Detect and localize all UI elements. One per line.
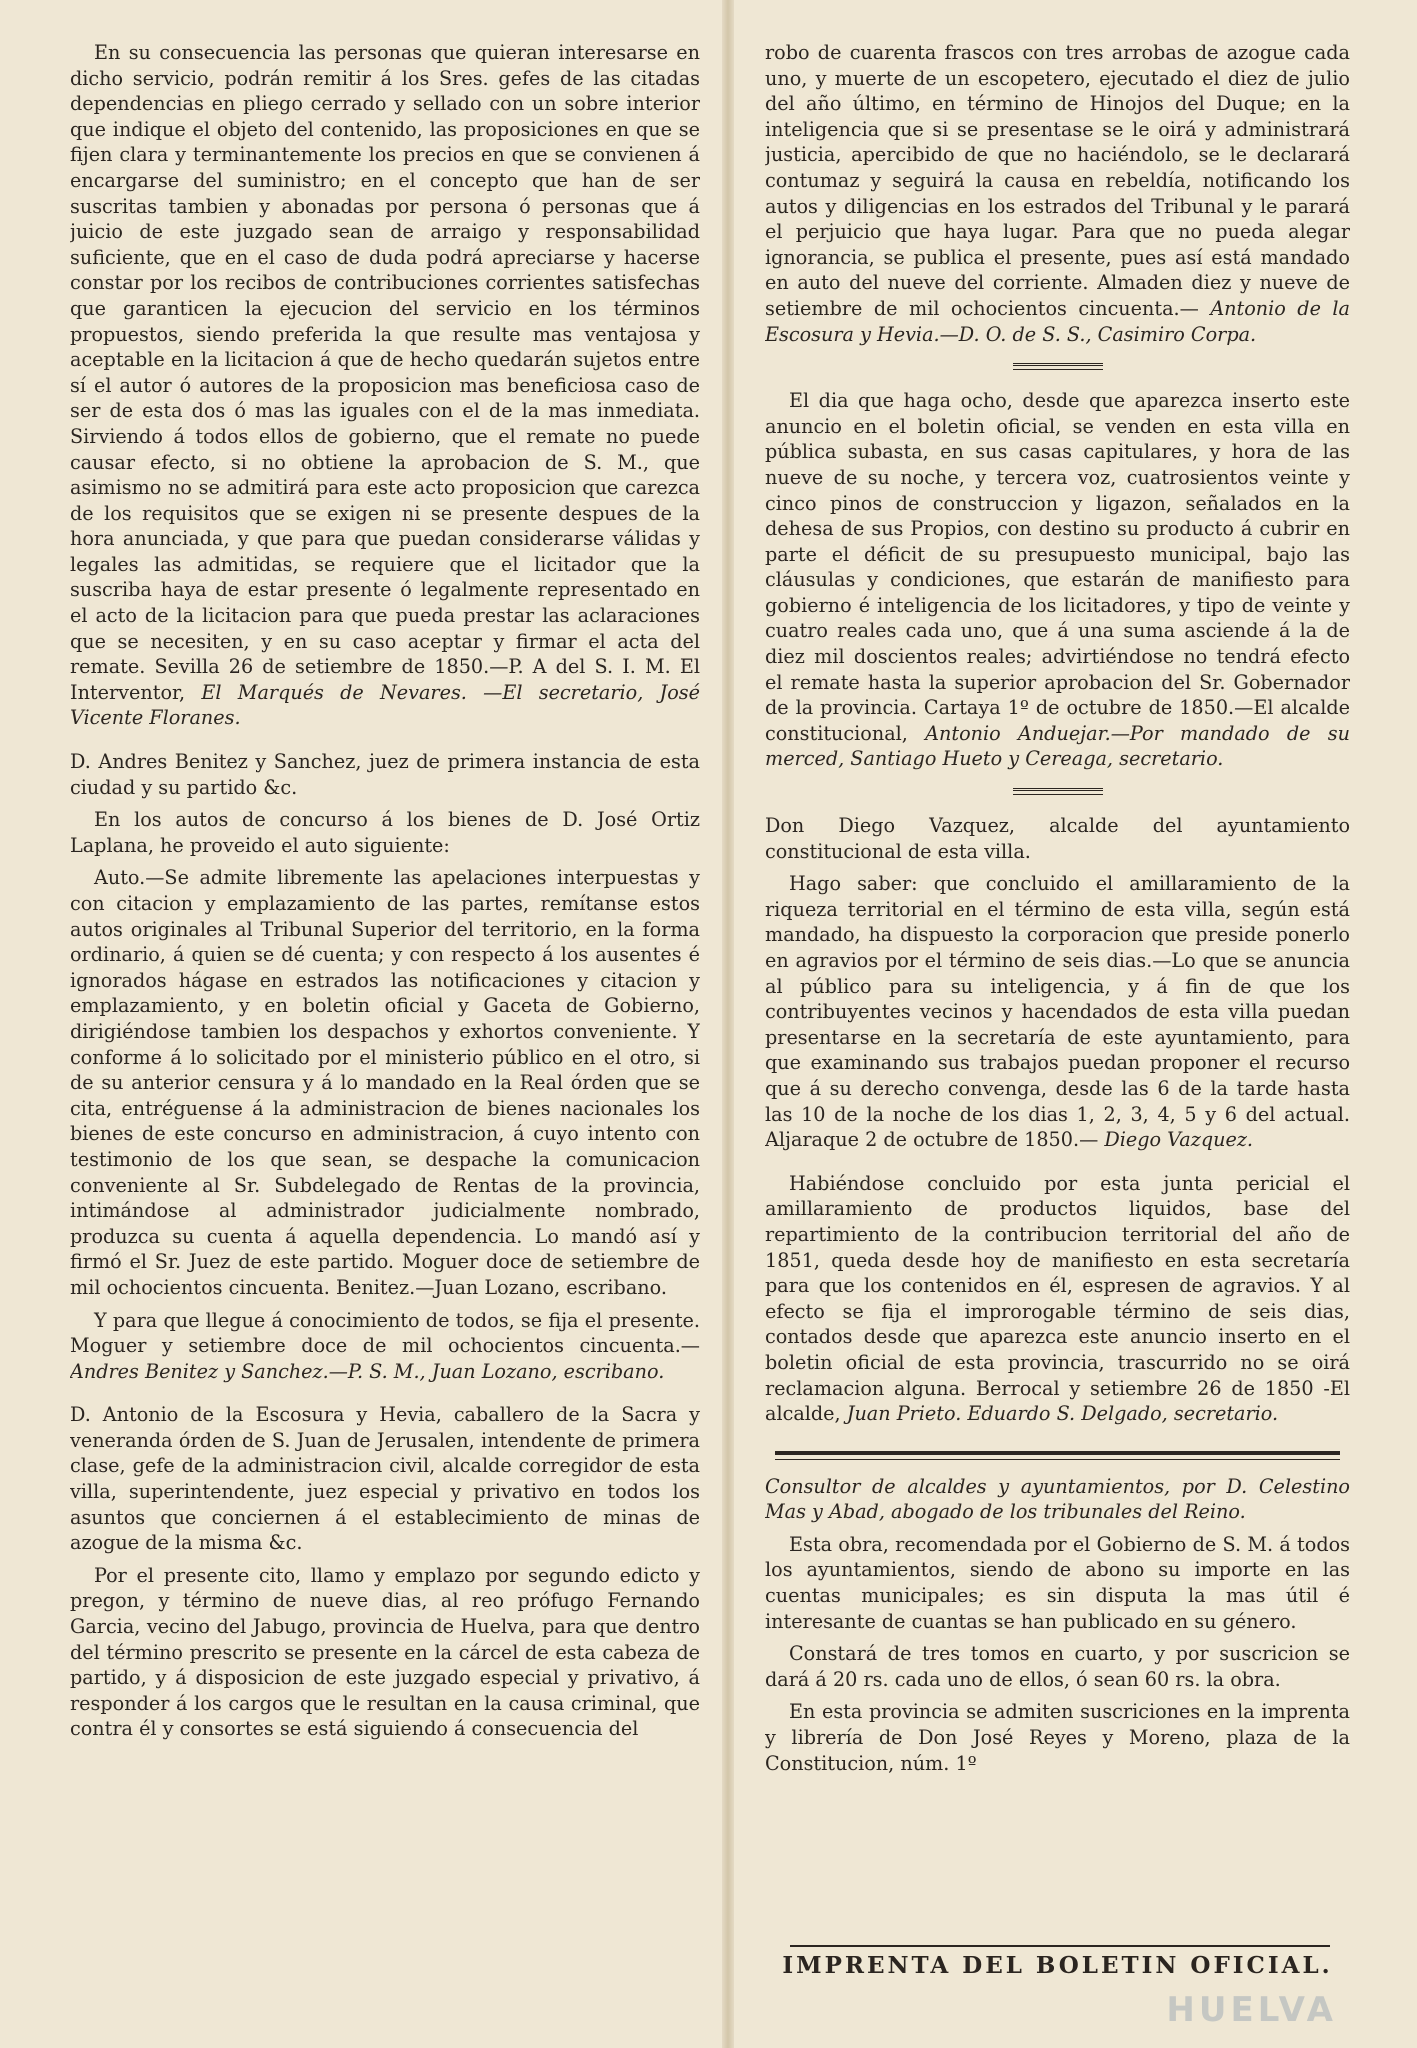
archive-stamp: HUELVA <box>1166 1990 1337 2030</box>
assessment-notice: Hago saber: que concluido el amillaramiento de la riqueza territorial en el término de esta villa, según está mandado, ha dispuesto la corporacion que preside ponerlo en agravios por el término de seis dias.—Lo que se anuncia al público para su inteligencia, y á fin de que los contribuyentes vecinos y hacendados de esta villa puedan presentarse en la secretaría de este ayuntamiento, para que examinando sus trabajos puedan proponer el recurso que á su derecho convenga, desde las 6 de la tarde hasta las 10 de la noche de los dias 1, 2, 3, 4, 5 y 6 del actual. Aljaraque 2 de octubre de 1850.— Diego Vazquez. <box>765 872 1350 1152</box>
mayor-heading: Don Diego Vazquez, alcalde del ayuntamiento constitucional de esta villa. <box>765 814 1350 863</box>
book-title: Consultor de alcaldes y ayuntamientos, por D. Celestino Mas y Abad, abogado de los tribunales del Reino. <box>765 1474 1350 1524</box>
printer-imprint: IMPRENTA DEL BOLETIN OFICIAL. <box>782 1952 1333 1979</box>
court-order: Auto.—Se admite libremente las apelaciones interpuestas y con citacion y emplazamiento de las partes, remítanse estos autos originales al Tribunal Superior del territorio, en la forma ordinario, á quien se dé cuenta; y con respecto á los ausentes é ignorados hágase en estrados las notificaciones y citacion y emplazamiento, y en boletin oficial y Gaceta de Gobierno, dirigiéndose tambien los despachos y exhortos conveniente. Y conforme á lo solicitado por el ministerio público en el otro, si de su anterior censura y á lo mandado en la Real órden que se cita, entréguense á la administracion de bienes nacionales los bienes de este concurso en administracion, á cuyo intento con testimonio de los que sean, se despache la comunicacion conveniente al Sr. Subdelegado de Rentas de la provincia, intimándose al administrador judicialmente nombrado, produzca su cuenta á aquella dependencia. Lo mandó así y firmó el Sr. Juez de este partido. Moguer doce de setiembre de mil ochocientos cincuenta. Benitez.—Juan Lozano, escribano. <box>70 866 700 1299</box>
footer-rule <box>790 1945 1330 1947</box>
book-price: Constará de tres tomos en cuarto, y por suscricion se dará á 20 rs. cada uno de ellos, ó sean 60 rs. la obra. <box>765 1642 1350 1691</box>
right-column <box>765 40 1350 2030</box>
page-gutter <box>722 0 734 2048</box>
court-order-signature: Andres Benitez y Sanchez.—P. S. M., Juan Lozano, escribano. <box>70 1359 665 1383</box>
book-description: Esta obra, recomendada por el Gobierno de S. M. á todos los ayuntamientos, siendo de abono su importe en las cuentas municipales; es sin disputa la mas útil é interesante de cuantas se han publicado en su género. <box>765 1532 1350 1633</box>
section-divider <box>1013 788 1103 795</box>
intendant-heading: D. Antonio de la Escosura y Hevia, caballero de la Sacra y veneranda órden de S. Juan de Jerusalen, intendente de primera clase, gefe de la administracion civil, alcalde corregidor de esta villa, superintendente, juez especial y privativo en todos los asuntos que conciernen á el establecimiento de minas de azogue de la misma &c. <box>70 1403 700 1555</box>
court-order-closing: Y para que llegue á conocimiento de todos, se fija el presente. Moguer y setiembre doce de mil ochocientos cincuenta.— Andres Benitez y Sanchez.—P. S. M., Juan Lozano, escribano. <box>70 1308 700 1383</box>
edict-signature: Antonio de la Escosura y Hevia.—D. O. de S. S., Casimiro Corpa. <box>765 296 1350 346</box>
case-intro: En los autos de concurso á los bienes de D. José Ortiz Laplana, he proveido el auto siguiente: <box>70 808 700 857</box>
notice-supply-contract: En su consecuencia las personas que quieran interesarse en dicho servicio, podrán remitir á los Sres. gefes de las citadas dependencias en pliego cerrado y sellado con un sobre interior que indique el objeto del contenido, las proposiciones en que se fijen clara y terminantemente los precios en que se convienen á encargarse del suministro; en el concepto que han de ser suscritas tambien y abonadas por persona ó personas que á juicio de este juzgado sean de arraigo y responsabilidad suficiente, que en el caso de duda podrá apreciarse y hacerse constar por los recibos de contribuciones corrientes satisfechas que garanticen la ejecucion del servicio en los términos propuestos, siendo preferida la que resulte mas ventajosa y aceptable en la licitacion á que de hecho quedarán sujetos entre sí el autor ó autores de la proposicion mas beneficiosa caso de ser de esta dos ó mas las iguales con el de la mas inmediata. Sirviendo á todos ellos de gobierno, que el remate no puede causar efecto, si no obtiene la aprobacion de S. M., que asimismo no se admitirá para este acto proposicion que carezca de los requisitos que se exigen ni se presente despues de la hora anunciada, y que para que puedan considerarse válidas y legales las admitidas, se requiere que el licitador que la suscriba haya de estar presente ó legalmente representado en el acto de la licitacion para que pueda prestar las aclaraciones que se necesiten, y en su caso aceptar y firmar el acta del remate. Sevilla 26 de setiembre de 1850.—P. A del S. I. M. El Interventor, El Marqués de Nevares. —El secretario, José Vicente Floranes. <box>70 41 700 730</box>
assessment-signature: Diego Vazquez. <box>1104 1128 1254 1152</box>
edict-continuation: robo de cuarenta frascos con tres arrobas de azogue cada uno, y muerte de un escopetero, ejecutado el diez de julio del año último, en término de Hinojos del Duque; en la inteligencia que si se presentase se le oirá y administrará justicia, apercibido de que no haciéndolo, se le declarará contumaz y seguirá la causa en rebeldía, notificando los autos y diligencias en los estrados del Tribunal y le parará el perjuicio que haya lugar. Para que no pueda alegar ignorancia, se publica el presente, pues así está mandado en auto del nueve del corriente. Almaden diez y nueve de setiembre de mil ochocientos cincuenta.— Antonio de la Escosura y Hevia.—D. O. de S. S., Casimiro Corpa. <box>765 41 1350 346</box>
edict-summons: Por el presente cito, llamo y emplazo por segundo edicto y pregon, y término de nueve dias, al reo prófugo Fernando Garcia, vecino del Jabugo, provincia de Huelva, para que dentro del término prescrito se presente en la cárcel de esta cabeza de partido, y á disposicion de este juzgado especial y privativo, á responder á los cargos que le resultan en la causa criminal, que contra él y consortes se está siguiendo á consecuencia del <box>70 1563 700 1741</box>
judge-heading: D. Andres Benitez y Sanchez, juez de primera instancia de esta ciudad y su partido &c. <box>70 750 700 799</box>
left-column <box>70 40 700 2030</box>
section-divider <box>1013 363 1103 370</box>
section-divider-thick <box>775 1451 1340 1460</box>
notice-signature: El Marqués de Nevares. —El secretario, José Vicente Floranes. <box>70 680 700 730</box>
tax-board-notice: Habiéndose concluido por esta junta pericial el amillaramiento de productos liquidos, base del repartimiento de la contribucion territorial del año de 1851, queda desde hoy de manifiesto en esta secretaría para que los contenidos en él, espresen de agravios. Y al efecto se fija el improrogable término de seis dias, contados desde que aparezca este anuncio inserto en el boletin oficial de esta provincia, trascurrido no se oirá reclamacion alguna. Berrocal y setiembre 26 de 1850 -El alcalde, Juan Prieto. Eduardo S. Delgado, secretario. <box>765 1171 1350 1426</box>
pine-auction-notice: El dia que haga ocho, desde que aparezca inserto este anuncio en el boletin oficial, se venden en esta villa en pública subasta, en sus casas capitulares, y hora de las nueve de su noche, y tercera voz, cuatrosientos veinte y cinco pinos de construccion y ligazon, señalados en la dehesa de sus Propios, con destino su producto á cubrir en parte el déficit de su presupuesto municipal, bajo las cláusulas y condiciones, que estarán de manifiesto para gobierno é inteligencia de los licitadores, y tipo de veinte y cuatro reales cada uno, que á una suma asciende á la de diez mil doscientos reales; advirtiéndose no tendrá efecto el remate hasta la superior aprobacion del Sr. Gobernador de la provincia. Cartaya 1º de octubre de 1850.—El alcalde constitucional, Antonio Anduejar.—Por mandado de su merced, Santiago Hueto y Cereaga, secretario. <box>765 389 1350 771</box>
tax-board-signature: Juan Prieto. Eduardo S. Delgado, secretario. <box>846 1402 1279 1426</box>
auction-signature: Antonio Anduejar.—Por mandado de su merced, Santiago Hueto y Cereaga, secretario. <box>765 721 1350 771</box>
book-subscription: En esta provincia se admiten suscriciones en la imprenta y librería de Don José Reyes y Moreno, plaza de la Constitucion, núm. 1º <box>765 1700 1350 1775</box>
